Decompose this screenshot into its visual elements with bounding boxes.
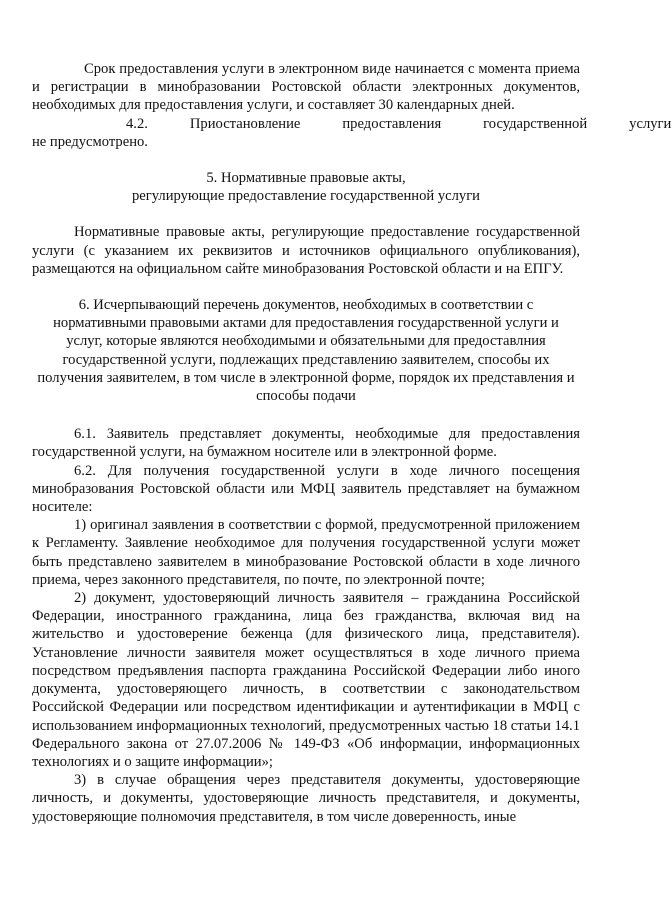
p42-word-5: услуги bbox=[629, 115, 671, 132]
paragraph-4-2-tail: не предусмотрено. bbox=[32, 133, 148, 150]
list-item-2: 2) документ, удостоверяющий личность заявителя – гражданина Российской Федерации, иностранного гражданина, лица без гражданства, включая вид на жительство и удостоверение беженца (для физического лица, представителя). Установление личности заявителя может осуществляться в ходе личного приема посредством предъявления паспорта гражданина Российской Федерации либо иного документа, удостоверяющего личность, в соответствии с законодательством Российской Федерации или посредством идентификации и аутентификации в МФЦ с использованием информационных технологий, предусмотренных частью 18 статьи 14.1 Федерального закона от 27.07.2006 № 149-ФЗ «Об информации, информационных технологиях и о защите информации»; bbox=[32, 590, 580, 770]
section-5-title-line2: регулирующие предоставление государственной услуги bbox=[132, 188, 480, 205]
paragraph-4-1-term: Срок предоставления услуги в электронном виде начинается с момента приема и регистрации в минобразовании Ростовской области электронных документов, необходимых для предоставления услуги, и составляет 30 календарных дней. bbox=[32, 61, 580, 114]
p42-word-3: предоставления bbox=[342, 115, 442, 132]
p42-word-4: государственной bbox=[483, 115, 588, 132]
list-item-3: 3) в случае обращения через представителя документы, удостоверяющие личность, и документы, удостоверяющие личность представителя, и документы, удостоверяющие полномочия представителя, в том числе доверенность, иные bbox=[32, 772, 580, 825]
paragraph-6-2: 6.2. Для получения государственной услуги в ходе личного посещения минобразования Ростовской области или МФЦ заявитель представляет на бумажном носителе: bbox=[32, 462, 580, 516]
p42-word-2: Приостановление bbox=[189, 115, 301, 132]
section-5-title-line1: 5. Нормативные правовые акты, bbox=[206, 170, 406, 187]
document-page bbox=[32, 60, 671, 826]
section-6-title: 6. Исчерпывающий перечень документов, необходимых в соответствии с нормативными правовыми актами для предоставления государственной услуги и услуг, которые являются необходимыми и обязательными для предоставлния государственной услуги, подлежащих представлению заявителем, способы их получения заявителем, в том числе в электронной форме, порядок их представления и способы подачи bbox=[37, 297, 575, 405]
paragraph-6-1: 6.1. Заявитель представляет документы, необходимые для предоставления государственной услуги, на бумажном носителе или в электронной форме. bbox=[32, 426, 580, 461]
section-5-paragraph: Нормативные правовые акты, регулирующие предоставление государственной услуги (с указанием их реквизитов и источников официального опубликования), размещаются на официальном сайте минобразования Ростовской области и на ЕПГУ. bbox=[32, 224, 580, 277]
paragraph-4-2-line bbox=[32, 115, 671, 133]
list-item-1: 1) оригинал заявления в соответствии с формой, предусмотренной приложением к Регламенту. Заявление необходимое для получения государственной услуги может быть представлено заявителем в минобразование Ростовской области в ходе личного приема, через законного представителя, по почте, по электронной почте; bbox=[32, 517, 580, 588]
p42-word-1: 4.2. bbox=[126, 115, 148, 132]
